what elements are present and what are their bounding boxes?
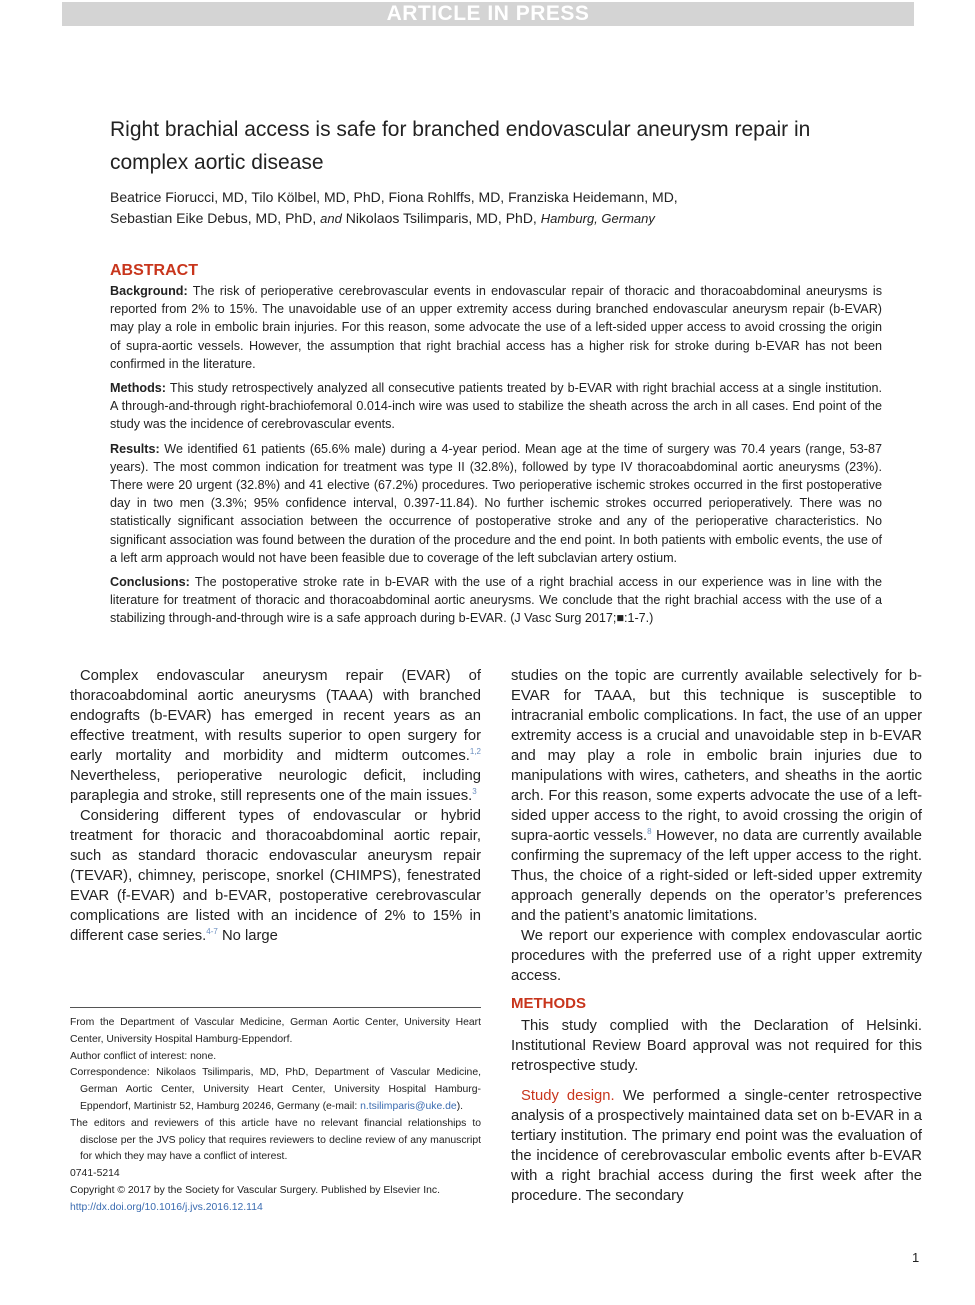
results-text: We identified 61 patients (65.6% male) during a 4-year period. Mean age at the time of surgery was 70.4 years (range, 53-87 years). The most common indication for treatment was type II (32.8%), followed by type IV thoracoabdominal aortic aneurysms (23%). There were 20 urgent (32.8%) and 41 elective (67.2%) procedures. Two perioperative ischemic strokes occurred in the first postoperative day in two men (3.3%; 95% confidence interval, 0.397-11.84). No further ischemic strokes occurred perioperatively. There was no statistically significant association between the occurrence of postoperative stroke and any of the perioperative characteristics. No significant association was found between the duration of the procedure and the end point. In both patients with embolic events, the use of a left arm approach would not have been feasible due to coverage of the left subclavian artery ostium. — [110, 441, 882, 565]
footnote-editors: The editors and reviewers of this article have no relevant financial relationships to disclose per the JVS policy that requires reviewers to decline review of any manuscript for which they may have a conflict of interest. — [70, 1117, 481, 1163]
authors-line-2 — [110, 208, 870, 229]
intro-paragraph-2 — [70, 806, 481, 946]
abstract-conclusions — [110, 573, 882, 628]
intro-p2-text-b: No large — [217, 928, 278, 944]
article-title: Right brachial access is safe for branched endovascular aneurysm repair in complex aortic disease — [110, 118, 811, 174]
abstract-background — [110, 282, 882, 373]
footnote-conflict: Author conflict of interest: none. — [70, 1050, 217, 1062]
reference-link[interactable]: 8 — [647, 827, 652, 837]
methods-label: Methods: — [110, 381, 166, 396]
intro-p1-text-a: Complex endovascular aneurysm repair (EVAR) of thoracoabdominal aortic aneurysms (TAAA) with branched endografts (b-EVAR) has emerged in recent years as an effective treatment, with results superior to open surgery for early mortality and morbidity and midterm outcomes. — [70, 668, 481, 764]
body-right-column — [511, 666, 922, 1206]
abstract-methods — [110, 379, 882, 434]
intro-paragraph-1 — [70, 666, 481, 806]
intro-paragraph-3 — [511, 666, 922, 926]
footnote-affiliation: From the Department of Vascular Medicine, German Aortic Center, University Heart Center, University Hospital Hamburg-Eppendorf. — [70, 1017, 481, 1045]
intro-paragraph-4: We report our experience with complex endovascular aortic procedures with the preferred use of a right upper extremity access. — [511, 928, 922, 984]
article-in-press-banner: ARTICLE IN PRESS — [62, 2, 914, 26]
conclusions-label: Conclusions: — [110, 575, 190, 590]
methods-text: This study retrospectively analyzed all consecutive patients treated by b-EVAR with right brachial access at a single institution. A through-and-through right-brachiofemoral 0.014-inch wire was used to stabilize the sheath across the arch in all cases. End point of the study was the incidence of cerebrovascular events. — [110, 381, 882, 432]
doi-link[interactable]: http://dx.doi.org/10.1016/j.jvs.2016.12.114 — [70, 1201, 263, 1213]
author-location: Hamburg, Germany — [540, 211, 655, 226]
footnote-divider — [70, 1007, 481, 1008]
footnotes — [70, 1015, 481, 1217]
reference-link[interactable]: 1,2 — [469, 747, 481, 757]
abstract — [110, 260, 882, 634]
issn: 0741-5214 — [70, 1168, 120, 1180]
email-link[interactable]: n.tsilimparis@uke.de — [360, 1100, 457, 1112]
authors-line-1: Beatrice Fiorucci, MD, Tilo Kölbel, MD, PhD, Fiona Rohlffs, MD, Franziska Heidemann, MD, — [110, 189, 678, 205]
intro-p1-text-b: Nevertheless, perioperative neurologic deficit, including paraplegia and stroke, still represents one of the main issues. — [70, 768, 481, 804]
copyright: Copyright © 2017 by the Society for Vascular Surgery. Published by Elsevier Inc. — [70, 1184, 440, 1196]
intro-p3-text-a: studies on the topic are currently available selectively for b-EVAR for TAAA, but this technique is susceptible to intracranial embolic complications. In fact, the use of an upper extremity access is a crucial and unavoidable step in b-EVAR and may play a role in embolic brain injuries due to manipulations with wires, catheters, and sheaths in the aortic arch. For this reason, some experts advocate the use of a left-sided upper access to the right, to avoid crossing the origin of supra-aortic vessels. — [511, 668, 922, 844]
study-design-text: We performed a single-center retrospective analysis of a prospectively maintained data set on b-EVAR in a tertiary institution. The primary end point was the evaluation of the incidence of cerebrovascular embolic events after b-EVAR with a right brachial access during the first week after the procedure. The secondary — [511, 1088, 922, 1204]
authors-line-2b: Nikolaos Tsilimparis, MD, PhD, — [345, 210, 537, 226]
page-number: 1 — [912, 1250, 920, 1265]
reference-link[interactable]: 4-7 — [206, 927, 218, 937]
correspondence-text: Correspondence: Nikolaos Tsilimparis, MD, PhD, Department of Vascular Medicine, German Aortic Center, University Heart Center, University Hospital Hamburg-Eppendorf, Martinistr 52, Hamburg 20246, Germany (e-mail: — [70, 1067, 481, 1112]
body-left-column — [70, 666, 481, 946]
background-text: The risk of perioperative cerebrovascular events in endovascular repair of thoracic and thoracoabdominal aneurysms is reported from 2% to 15%. The unavoidable use of an upper extremity access during branched endovascular aneurysm repair (b-EVAR) may play a role in embolic brain injuries. For this reason, some advocate the use of a left-sided upper access to avoid crossing the origin of supra-aortic vessels. However, the assumption that right brachial access has a higher risk for stroke during b-EVAR has not been confirmed in the literature. — [110, 284, 882, 371]
methods-heading: METHODS — [511, 995, 586, 1012]
intro-p2-text-a: Considering different types of endovascular or hybrid treatment for thoracic and thoracoabdominal aortic repair, such as standard thoracic endovascular aneurysm repair (TEVAR), chimney, periscope, snorkel (CHIMPS), fenestrated EVAR (f-EVAR) and b-EVAR, postoperative cerebrovascular complications are listed with an incidence of 2% to 15% in different case series. — [70, 808, 481, 944]
abstract-results — [110, 440, 882, 567]
authors-and: and — [320, 211, 342, 226]
authors-line-2a: Sebastian Eike Debus, MD, PhD, — [110, 210, 317, 226]
study-design-paragraph — [511, 1086, 922, 1206]
study-design-label: Study design. — [521, 1088, 615, 1104]
author-list — [110, 187, 870, 229]
methods-paragraph-1: This study complied with the Declaration of Helsinki. Institutional Review Board approval was not required for this retrospective study. — [511, 1018, 922, 1074]
correspondence-end: ). — [456, 1100, 464, 1112]
results-label: Results: — [110, 441, 160, 456]
abstract-heading: ABSTRACT — [110, 262, 198, 279]
reference-link[interactable]: 3 — [472, 787, 477, 797]
background-label: Background: — [110, 284, 188, 298]
intro-p3-text-b: However, no data are currently available confirming the supremacy of the left upper access to the right. Thus, the choice of a right-sided or left-sided upper extremity approach generally depends on the operator’s preferences and the patient’s anatomic limitations. — [511, 828, 922, 924]
footnote-correspondence — [70, 1065, 481, 1115]
conclusions-text: The postoperative stroke rate in b-EVAR with the use of a right brachial access in our experience was in line with the literature for treatment of thoracic and thoracoabdominal aortic aneurysms. We conclude that the right brachial access with the use of a stabilizing through-and-through wire is a safe approach during b-EVAR. (J Vasc Surg 2017;■:1-7.) — [110, 575, 882, 626]
